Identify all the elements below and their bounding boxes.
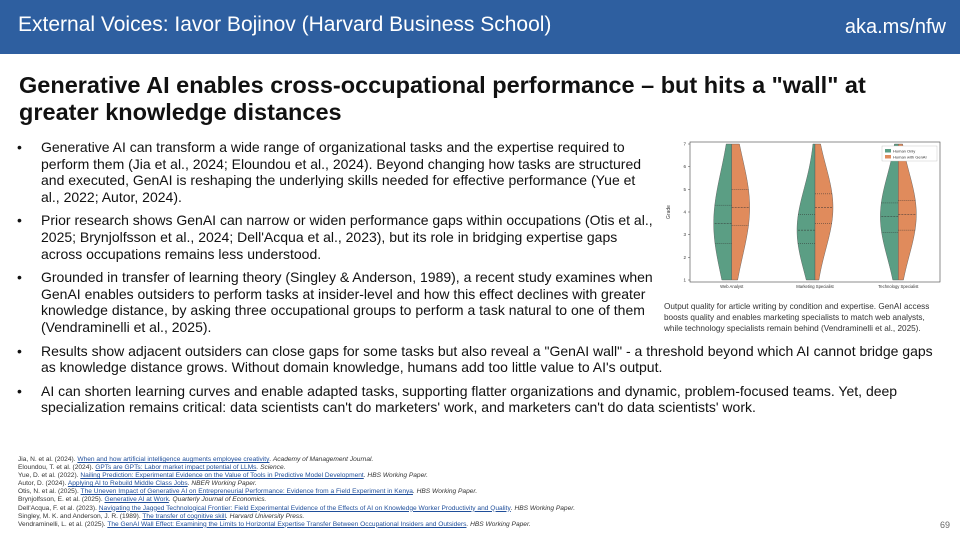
- reference-item: [18, 521, 918, 529]
- reference-item: [18, 488, 918, 496]
- reference-authors: Otis, N. et al. (2025).: [18, 488, 81, 496]
- y-tick-label: 3: [683, 232, 686, 238]
- reference-link[interactable]: The transfer of cognitive skill: [142, 512, 226, 520]
- reference-link[interactable]: Nailing Prediction: Experimental Evidence on the Value of Tools in Predictive Model Development: [80, 472, 364, 480]
- legend-swatch: [885, 155, 891, 159]
- reference-authors: Singley, M. K. and Anderson, J. R. (1989).: [18, 512, 143, 520]
- bullet-dot: •: [17, 139, 22, 155]
- figure-caption: Output quality for article writing by condition and expertise. GenAI access boosts quality and enables marketing specialists to match web analysts, while technology specialists remain behind (Vendraminelli et al., 2025).: [664, 302, 930, 333]
- reference-item: [18, 464, 918, 472]
- bullet-item: [14, 139, 653, 205]
- reference-source: . HBS Working Paper.: [363, 472, 429, 480]
- reference-source: . HBS Working Paper.: [466, 520, 531, 528]
- bullet-text: Generative AI can transform a wide range of organizational tasks and the expertise required to perform them (Jia et al., 2024; Eloundou et al., 2024). Beyond changing how tasks are structured and executed, GenAI is reshaping the underlying skills needed for effective performance (Yue et al., 2022; Autor, 2024).: [41, 139, 642, 205]
- bullet-dot: •: [17, 269, 22, 286]
- y-tick-label: 6: [683, 164, 686, 170]
- bullet-item: [14, 383, 941, 416]
- reference-source: . Quarterly Journal of Economics.: [168, 496, 267, 504]
- reference-link[interactable]: Generative AI at Work: [104, 496, 169, 504]
- reference-link[interactable]: Navigating the Jagged Technological Frontier: Field Experimental Evidence of the Effects of AI on Knowledge Worker Productivity and Quality: [98, 504, 511, 512]
- reference-item: [18, 480, 918, 488]
- y-tick-label: 5: [683, 186, 686, 192]
- reference-item: [18, 513, 918, 521]
- slide-title: Generative AI enables cross-occupational performance – but hits a "wall" at greater knowledge distances: [19, 72, 866, 125]
- reference-link[interactable]: The Uneven Impact of Generative AI on Entrepreneurial Performance: Evidence from a Field Experiment in Kenya: [80, 488, 413, 496]
- reference-authors: Eloundou, T. et al. (2024).: [18, 464, 96, 472]
- reference-source: . HBS Working Paper.: [510, 504, 576, 512]
- slide-header-bar: [0, 0, 960, 54]
- reference-source: . HBS Working Paper.: [412, 488, 478, 496]
- reference-authors: Vendraminelli, L. et al. (2025).: [18, 520, 108, 528]
- reference-item: [18, 505, 918, 513]
- reference-source: . Science.: [256, 464, 286, 472]
- bullet-text: Results show adjacent outsiders can close gaps for some tasks but also reveal a "GenAI wall" - a threshold beyond which AI cannot bridge gaps as knowledge distance grows. Without domain knowledge, humans add too little value to AI's output.: [41, 342, 933, 376]
- reference-link[interactable]: The GenAI Wall Effect: Examining the Limits to Horizontal Expertise Transfer Between Occupational Insiders and Outsiders: [107, 520, 467, 528]
- reference-link[interactable]: Applying AI to Rebuild Middle Class Jobs: [67, 480, 188, 488]
- bullet-dot: •: [17, 382, 22, 399]
- reference-item: [18, 496, 918, 504]
- page-number: 69: [939, 520, 950, 530]
- violin-chart: [660, 138, 945, 298]
- y-tick-label: 2: [683, 254, 686, 260]
- legend-swatch: [885, 149, 891, 153]
- reference-source: . NBER Working Paper.: [187, 480, 257, 488]
- bullet-text: Grounded in transfer of learning theory (Singley & Anderson, 1989), a recent study examines when GenAI enables outsiders to perform tasks at insider-level and how this effect declines with greater knowledge distance, by asking three occupational groups to perform a task natural to one of them (Vendraminelli et al., 2025).: [41, 269, 653, 335]
- y-axis-label: Grade: [666, 205, 672, 219]
- reference-authors: Yue, D. et al. (2022).: [18, 472, 81, 480]
- legend-label: Human Only: [893, 148, 916, 154]
- reference-source: . Harvard University Press.: [225, 512, 305, 520]
- reference-authors: Brynjolfsson, E. et al. (2025).: [18, 496, 105, 504]
- bullet-text: AI can shorten learning curves and enable adapted tasks, supporting flatter organizations and dynamic, problem-focused teams. Yet, deep specialization remains critical: data scientists can't do marketers' work, and marketers can't do data scientists' work.: [41, 382, 898, 416]
- bullet-dot: •: [17, 342, 22, 359]
- bullet-dot: •: [17, 212, 22, 229]
- y-tick-label: 4: [683, 209, 686, 215]
- reference-item: [18, 456, 918, 464]
- reference-link[interactable]: GPTs are GPTs: Labor market impact potential of LLMs: [95, 464, 257, 472]
- bullet-text: Prior research shows GenAI can narrow or widen performance gaps within occupations (Otis et al., 2025; Brynjolfsson et al., 2024; Dell'Acqua et al., 2023), but its role in bridging expertise gaps across occupations remains less understood.: [41, 212, 653, 262]
- reference-item: [18, 472, 918, 480]
- reference-authors: Autor, D. (2024).: [18, 480, 68, 488]
- header-link[interactable]: aka.ms/nfw: [844, 16, 946, 38]
- reference-source: . Academy of Management Journal.: [269, 456, 374, 463]
- y-tick-label: 7: [683, 141, 686, 147]
- reference-authors: Dell'Acqua, F. et al. (2023).: [18, 504, 99, 512]
- reference-link[interactable]: When and how artificial intelligence augments employee creativity: [77, 456, 270, 463]
- bullet-item: [14, 269, 653, 335]
- references-list: [18, 456, 918, 529]
- bullet-item: [14, 343, 941, 376]
- reference-authors: Jia, N. et al. (2024).: [18, 456, 78, 463]
- bullet-item: [14, 212, 653, 262]
- x-tick-label: Technology Specialist: [878, 284, 919, 289]
- y-tick-label: 1: [683, 277, 686, 283]
- x-tick-label: Marketing Specialist: [796, 284, 834, 289]
- x-tick-label: Web Analyst: [720, 284, 744, 289]
- legend-label: Human with GenAI: [893, 154, 927, 160]
- header-title: External Voices: Iavor Bojinov (Harvard Business School): [18, 13, 552, 36]
